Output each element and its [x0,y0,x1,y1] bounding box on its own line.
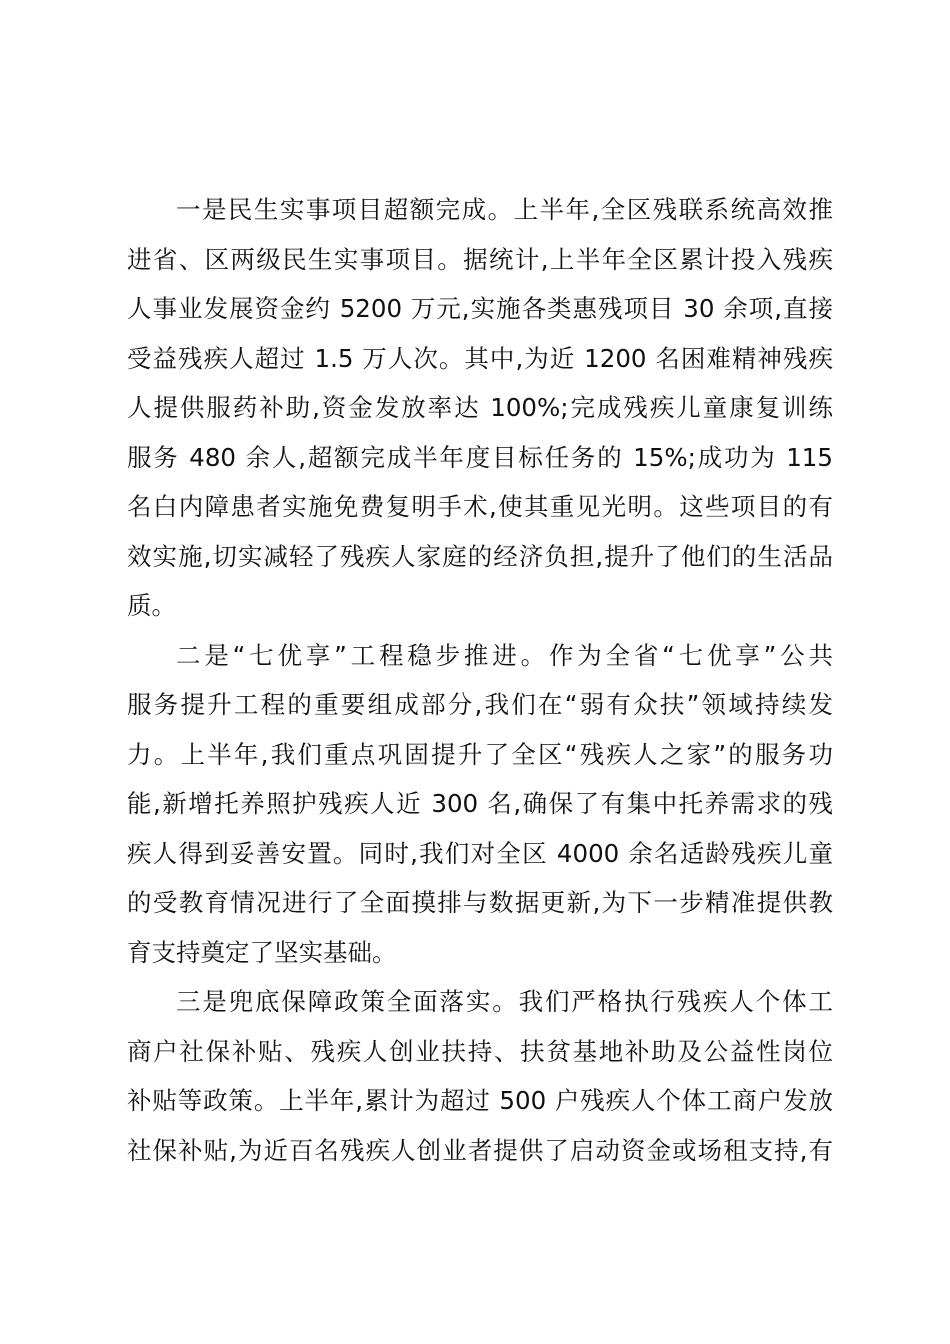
text-line: 受益残疾人超过 1.5 万人次。其中,为近 1200 名困难精神残疾 [127,343,833,373]
text-line: 补贴等政策。上半年,累计为超过 500 户残疾人个体工商户发放 [127,1086,833,1115]
document-body [127,185,833,1175]
paragraph-1 [127,185,833,631]
text-line: 三是兜底保障政策全面落实。我们严格执行残疾人个体工 [176,987,833,1016]
text-line: 质。 [127,591,176,620]
text-line: 人事业发展资金约 5200 万元,实施各类惠残项目 30 余项,直接 [127,294,833,323]
text-line: 进省、区两级民生实事项目。据统计,上半年全区累计投入残疾 [127,244,833,274]
text-line: 服务 480 余人,超额完成半年度目标任务的 15%;成功为 115 [127,442,833,472]
paragraph-3 [127,977,833,1175]
text-line: 能,新增托养照护残疾人近 300 名,确保了有集中托养需求的残 [127,789,833,818]
text-line: 一是民生实事项目超额完成。上半年,全区残联系统高效推 [176,195,833,224]
text-line: 人提供服药补助,资金发放率达 100%;完成残疾儿童康复训练 [127,393,833,422]
text-line: 商户社保补贴、残疾人创业扶持、扶贫基地补助及公益性岗位 [127,1036,833,1066]
text-line: 服务提升工程的重要组成部分,我们在“弱有众扶”领域持续发 [127,690,833,719]
text-line: 疾人得到妥善安置。同时,我们对全区 4000 余名适龄残疾儿童 [127,838,833,868]
text-line: 的受教育情况进行了全面摸排与数据更新,为下一步精准提供教 [127,888,833,917]
text-line: 育支持奠定了坚实基础。 [127,937,397,967]
text-line: 力。上半年,我们重点巩固提升了全区“残疾人之家”的服务功 [127,739,833,769]
text-line: 名白内障患者实施免费复明手术,使其重见光明。这些项目的有 [127,492,833,521]
text-line: 社保补贴,为近百名残疾人创业者提供了启动资金或场租支持,有 [127,1135,833,1165]
text-line: 二是“七优享”工程稳步推进。作为全省“七优享”公共 [176,640,833,670]
paragraph-2 [127,631,833,978]
text-line: 效实施,切实减轻了残疾人家庭的经济负担,提升了他们的生活品 [127,541,833,571]
